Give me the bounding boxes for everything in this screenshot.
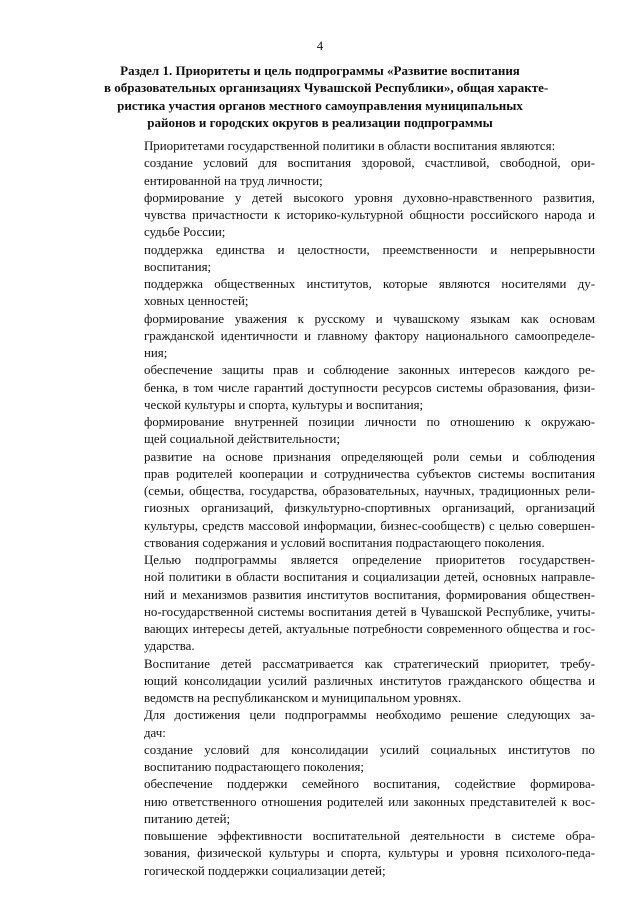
page-number: 4 — [316, 39, 324, 53]
paragraph — [117, 776, 595, 828]
paragraph-line: вающих интересы детей, актуальные потребности современного общества и гос- — [144, 622, 595, 636]
paragraph-line: Воспитание детей рассматривается как стратегический приоритет, требу- — [144, 656, 595, 671]
paragraph-line: Для достижения цели подпрограммы необходимо решение следующих за- — [144, 708, 595, 723]
paragraph-line: гиозных организаций, физкультурно-спортивных организаций, организаций — [144, 501, 595, 516]
paragraph-line: Целью подпрограммы является определение приоритетов государствен- — [144, 553, 595, 567]
paragraph-line: ний и механизмов развития институтов воспитания, формирования обществен- — [144, 587, 595, 602]
section-title-line: Раздел 1. Приоритеты и цель подпрограммы «Развитие воспитания — [120, 63, 520, 78]
paragraph-line: ческой культуры и спорта, культуры и воспитания; — [144, 397, 424, 412]
paragraph-line: зования, физической культуры и спорта, культуры и уровня психолого-педа- — [144, 846, 595, 861]
paragraph-line: ховных ценностей; — [144, 294, 249, 309]
paragraph-line: гражданской идентичности и главному фактору национального самоопределе- — [144, 328, 595, 343]
section-title-line: в образовательных организациях Чувашской Республики», общая характе- — [104, 80, 549, 96]
paragraph-line: культуры, средств массовой информации, бизнес-сообществ) с целью совершен- — [144, 518, 595, 533]
paragraph-line: чувства причастности к историко-культурной общности российского народа и — [144, 208, 595, 222]
paragraph — [117, 828, 595, 880]
paragraph-line: питанию детей; — [144, 811, 231, 826]
paragraph-line: воспитанию подрастающего поколения; — [144, 760, 364, 774]
paragraph-line: обеспечение поддержки семейного воспитания, содействие формирова- — [144, 777, 595, 792]
paragraph — [117, 138, 595, 155]
paragraph-line: дач: — [144, 725, 166, 740]
paragraph-line: повышение эффективности воспитательной деятельности в системе обра- — [144, 829, 595, 843]
paragraph — [117, 449, 595, 553]
paragraph — [117, 362, 595, 414]
paragraph-line: обеспечение защиты прав и соблюдение законных интересов каждого ре- — [144, 363, 595, 378]
paragraph-line: создание условий для воспитания здоровой, счастливой, свободной, ори- — [144, 156, 595, 171]
paragraph-line: (семьи, общества, государства, образовательных, научных, традиционных рели- — [144, 484, 595, 498]
paragraph-line: гогической поддержки социализации детей; — [144, 863, 386, 878]
paragraph-line: создание условий для консолидации усилий социальных институтов по — [144, 742, 595, 757]
paragraph-line: поддержка общественных институтов, которые являются носителями ду- — [144, 277, 595, 291]
paragraph-line: ния; — [144, 346, 168, 360]
paragraph-line: развитие на основе признания определяющей роли семьи и соблюдения — [144, 449, 595, 464]
paragraph — [117, 155, 595, 190]
paragraph-line: щей социальной действительности; — [144, 432, 341, 447]
section-title — [104, 62, 549, 131]
paragraph-line: Приоритетами государственной политики в области воспитания являются: — [144, 139, 556, 153]
paragraph-line: ной политики в области воспитания и социализации детей, основных направле- — [144, 570, 595, 585]
section-title-line: ристика участия органов местного самоуправления муниципальных — [117, 97, 523, 113]
paragraph — [117, 707, 595, 742]
paragraph — [117, 414, 595, 449]
paragraph-line: ентированной на труд личности; — [144, 173, 323, 188]
paragraph-line: воспитания; — [144, 259, 212, 274]
paragraph — [117, 276, 595, 311]
paragraph-line: формирование внутренней позиции личности по отношению к окружаю- — [144, 415, 595, 429]
paragraph-line: судьбе России; — [144, 225, 226, 240]
paragraph-line: формирование уважения к русскому и чувашскому языкам как основам — [144, 311, 595, 326]
paragraph — [117, 311, 595, 363]
paragraph — [117, 552, 595, 656]
paragraph-line: ствования содержания и условий воспитания подрастающего поколения. — [144, 535, 545, 550]
paragraph-line: ющий консолидации усилий различных институтов гражданского общества и — [144, 673, 595, 688]
paragraph-line: ведомств на республиканском и муниципальном уровнях. — [144, 691, 462, 705]
paragraph-line: формирование у детей высокого уровня духовно-нравственного развития, — [144, 190, 595, 205]
paragraph-line: прав родителей кооперации и сотрудничества субъектов системы воспитания — [144, 466, 595, 481]
paragraph — [117, 656, 595, 708]
paragraph — [117, 742, 595, 777]
paragraph-line: но-государственной системы воспитания детей в Чувашской Республике, учиты- — [144, 604, 595, 619]
paragraph-line: бенка, в том числе гарантий доступности ресурсов системы образования, физи- — [144, 380, 595, 395]
paragraph — [117, 190, 595, 242]
section-title-line: районов и городских округов в реализации подпрограммы — [147, 114, 493, 130]
paragraph-line: ударства. — [144, 639, 195, 654]
paragraph — [117, 242, 595, 277]
paragraph-line: поддержка единства и целостности, преемственности и непрерывности — [144, 242, 595, 257]
body-text — [117, 138, 595, 880]
paragraph-line: нию ответственного отношения родителей или законных представителей к вос- — [144, 794, 595, 809]
